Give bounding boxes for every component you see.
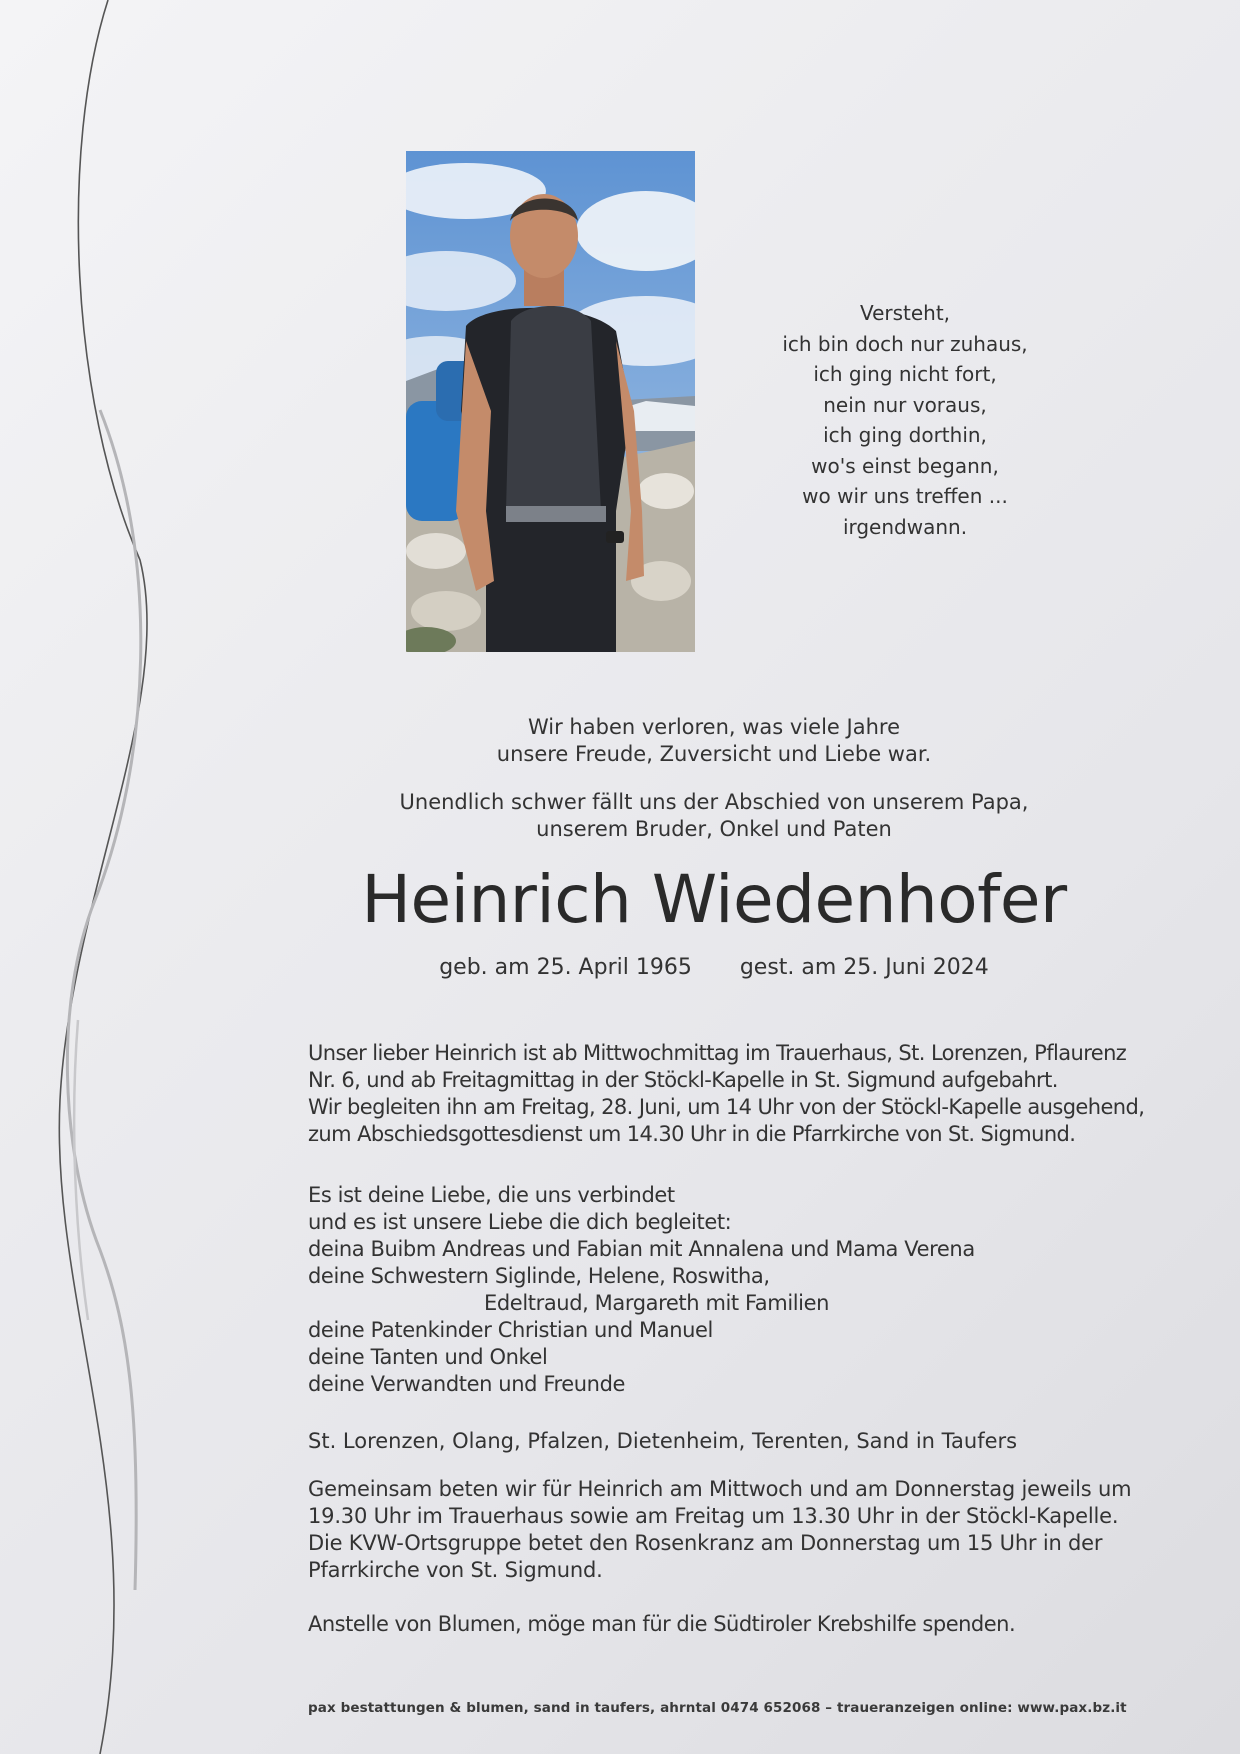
poem-line: irgendwann. [842, 514, 968, 539]
intro-line: unsere Freude, Zuversicht und Liebe war. [496, 742, 932, 766]
viewing-line: Nr. 6, und ab Freitagmittag in der Stöckl-Kapelle in St. Sigmund aufgebahrt. [308, 1068, 1058, 1092]
poem-line: wo's einst begann, [811, 453, 999, 478]
farewell-line: unserem Bruder, Onkel und Paten [536, 817, 892, 841]
curve-line-light [67, 410, 140, 1590]
mourner-line: und es ist unsere Liebe die dich begleitet: [308, 1210, 732, 1234]
mourner-line: Edeltraud, Margareth mit Familien [484, 1291, 830, 1315]
poem-line: ich bin doch nur zuhaus, [782, 331, 1028, 356]
prayer-line: Pfarrkirche von St. Sigmund. [308, 1558, 603, 1582]
mourner-line: deine Schwestern Siglinde, Helene, Roswitha, [308, 1264, 770, 1288]
poem-line: ich ging dorthin, [823, 423, 987, 447]
intro-line: Wir haben verloren, was viele Jahre [527, 715, 900, 739]
mourner-line: deine Verwandten und Freunde [308, 1372, 626, 1396]
mourner-line: deina Buibm Andreas und Fabian mit Annalena und Mama Verena [308, 1237, 975, 1261]
mourners-list [308, 1182, 1118, 1398]
viewing-line: Unser lieber Heinrich ist ab Mittwochmittag im Trauerhaus, St. Lorenzen, Pflaurenz [308, 1041, 1127, 1065]
portrait-photo [406, 151, 695, 652]
death-date: gest. am 25. Juni 2024 [739, 955, 989, 980]
birth-date: geb. am 25. April 1965 [439, 955, 692, 980]
poem-line: wo wir uns treffen ... [802, 484, 1008, 508]
mourner-line: deine Tanten und Onkel [308, 1345, 548, 1369]
donation-note [308, 1611, 1118, 1638]
prayer-line: 19.30 Uhr im Trauerhaus sowie am Freitag um 13.30 Uhr in der Stöckl-Kapelle. [308, 1504, 1119, 1528]
intro-text [330, 714, 1098, 768]
deceased-name: Heinrich Wiedenhofer [361, 861, 1067, 938]
viewing-line: Wir begleiten ihn am Freitag, 28. Juni, um 14 Uhr von der Stöckl-Kapelle ausgehend, [308, 1095, 1145, 1119]
footer-imprint: pax bestattungen & blumen, sand in taufers, ahrntal 0474 652068 – traueranzeigen online: www.pax.bz.it [308, 1700, 1127, 1716]
poem-line: Versteht, [859, 301, 951, 325]
mourner-line: deine Patenkinder Christian und Manuel [308, 1318, 713, 1342]
life-dates [330, 954, 1098, 982]
prayer-line: Gemeinsam beten wir für Heinrich am Mittwoch und am Donnerstag jeweils um [308, 1477, 1132, 1501]
places-text: St. Lorenzen, Olang, Pfalzen, Dietenheim, Terenten, Sand in Taufers [308, 1429, 1018, 1453]
viewing-line: zum Abschiedsgottesdienst um 14.30 Uhr in die Pfarrkirche von St. Sigmund. [308, 1122, 1076, 1146]
prayer-info [308, 1476, 1132, 1584]
poem-line: ich ging nicht fort, [813, 362, 997, 386]
poem [760, 298, 1050, 542]
curve-line-faint [74, 1020, 88, 1320]
donation-text: Anstelle von Blumen, möge man für die Südtiroler Krebshilfe spenden. [308, 1612, 1016, 1636]
viewing-info [308, 1040, 1145, 1148]
poem-line: nein nur voraus, [823, 392, 987, 417]
prayer-line: Die KVW-Ortsgruppe betet den Rosenkranz am Donnerstag um 15 Uhr in der [308, 1531, 1103, 1555]
farewell-line: Unendlich schwer fällt uns der Abschied von unserem Papa, [399, 790, 1029, 814]
mourner-line: Es ist deine Liebe, die uns verbindet [308, 1183, 675, 1207]
places-line [308, 1428, 1118, 1455]
farewell-text [330, 789, 1098, 843]
